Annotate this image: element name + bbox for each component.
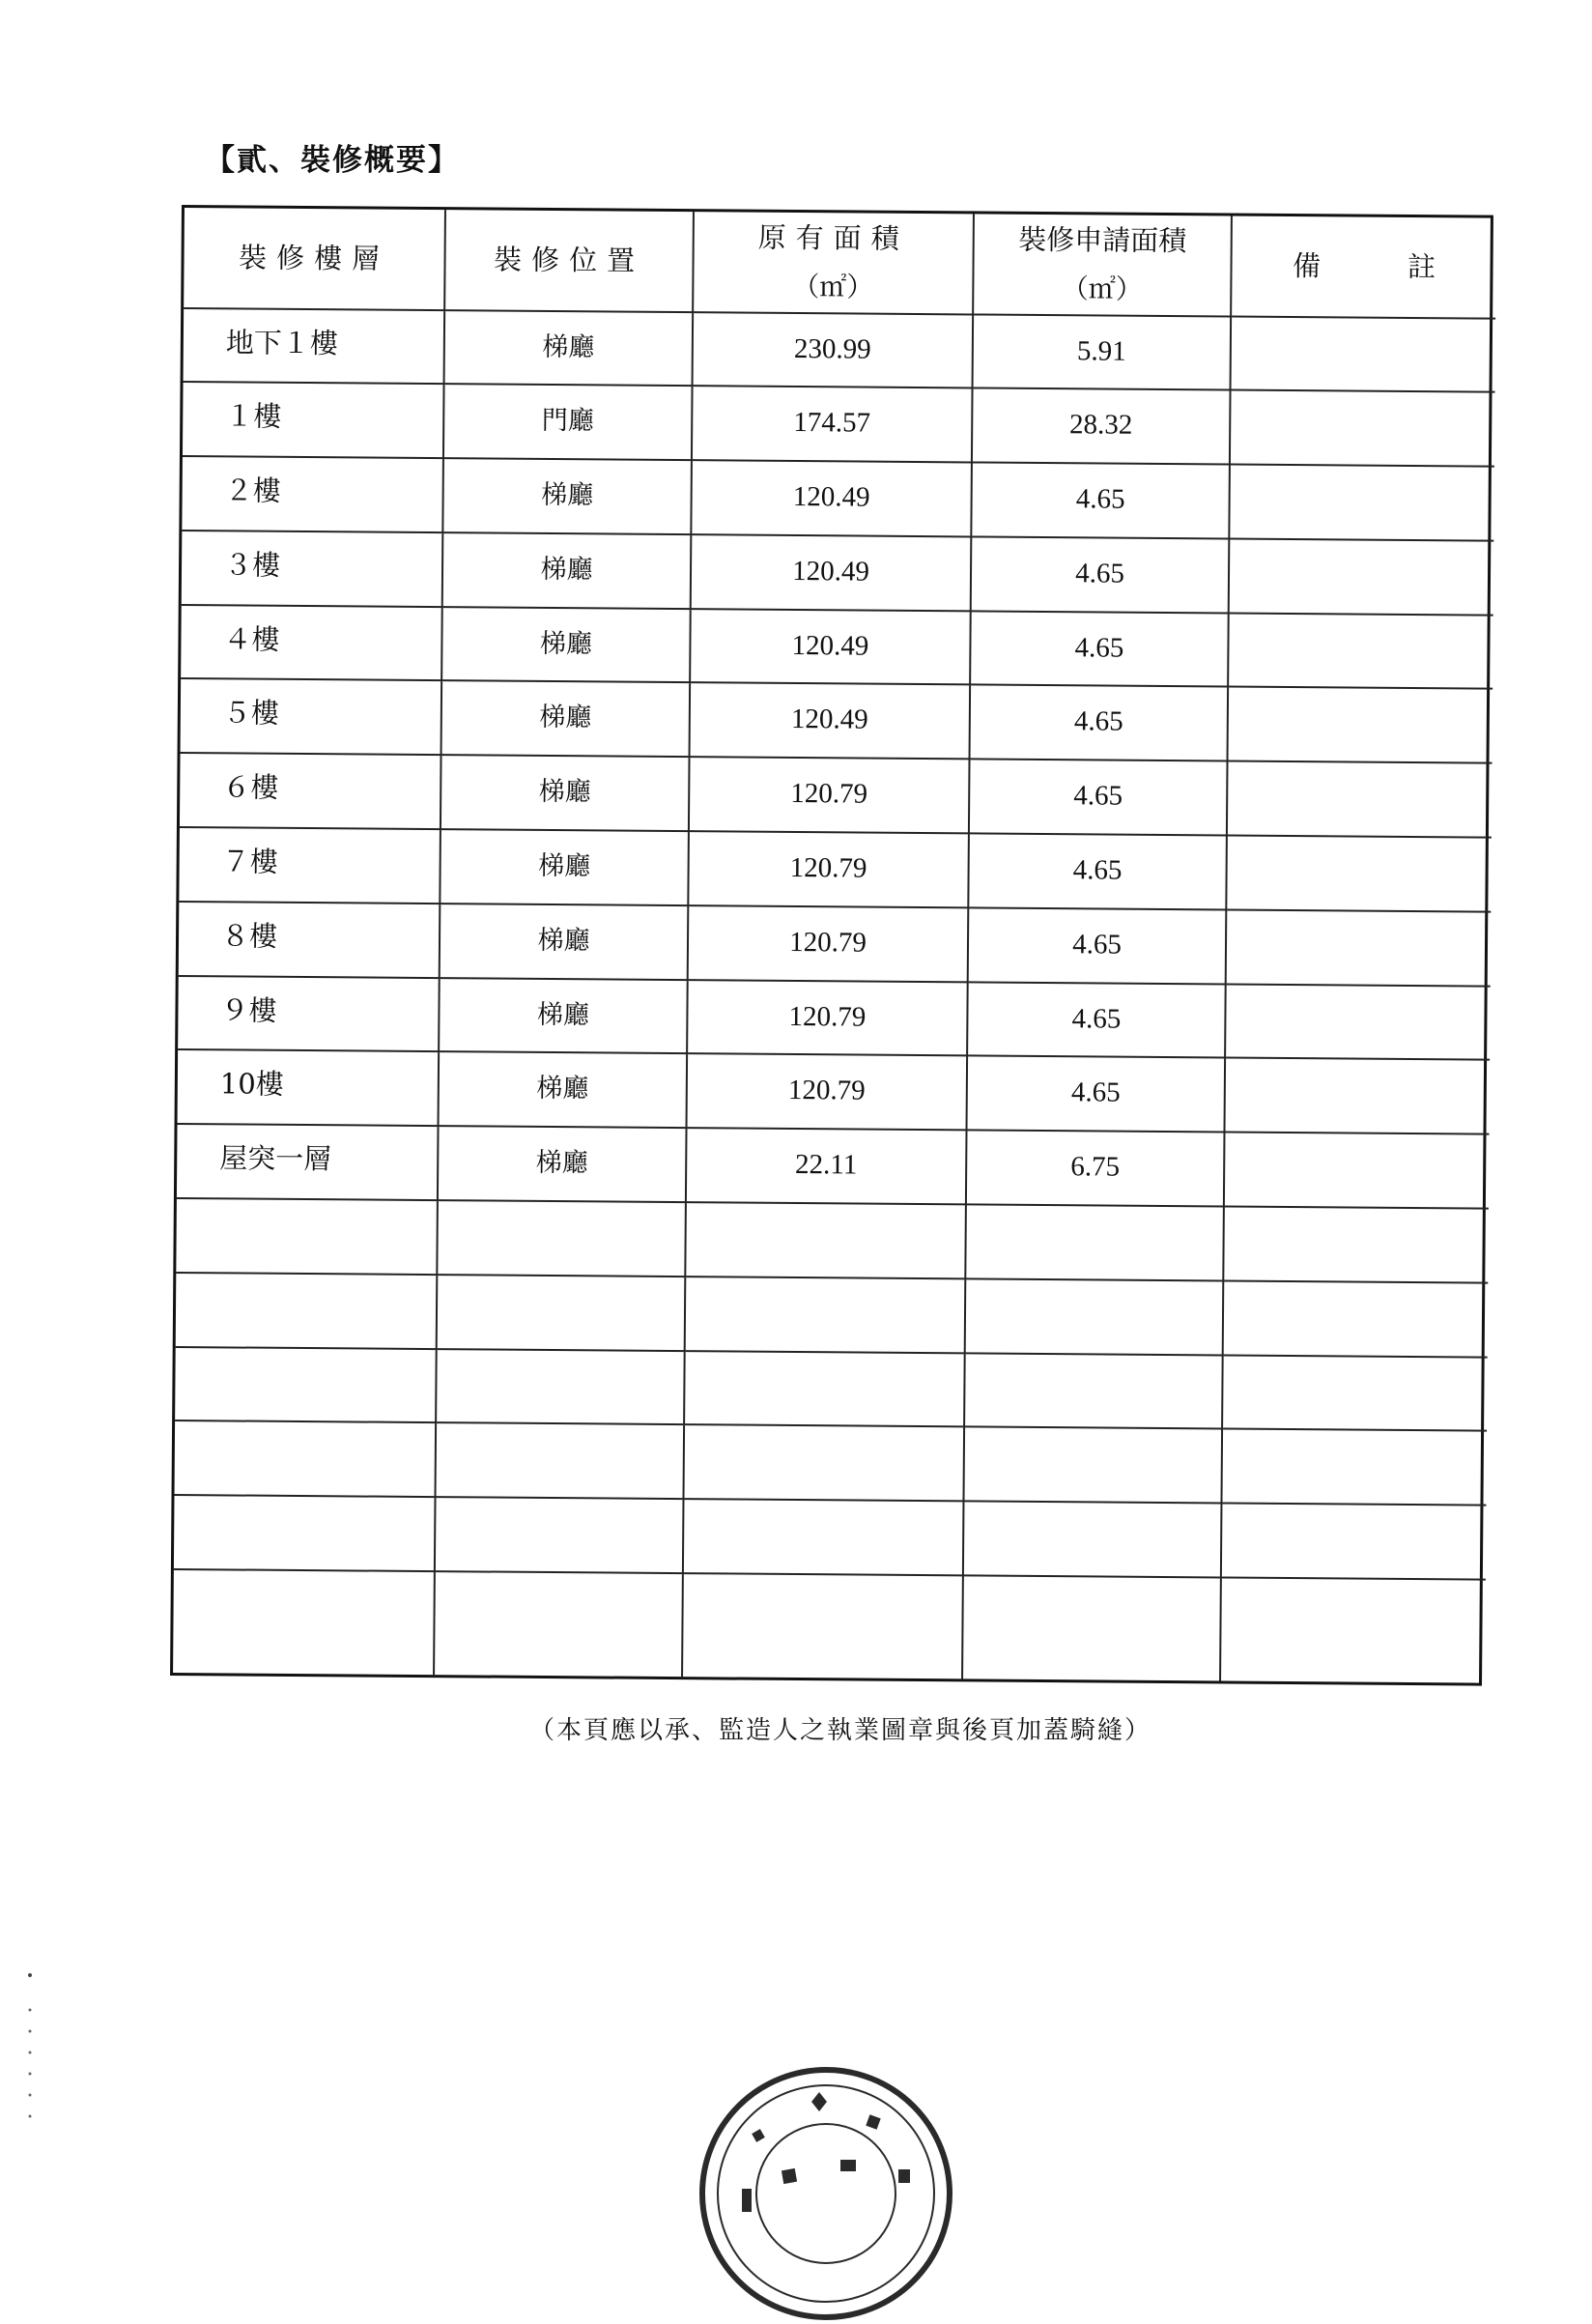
floor-cell: ８樓 xyxy=(179,902,441,978)
floor-cell: ２樓 xyxy=(182,456,443,532)
table-row xyxy=(175,1420,1488,1505)
remark-cell xyxy=(1220,1577,1486,1682)
margin-dots-decoration xyxy=(27,1971,33,2126)
position-cell: 梯廳 xyxy=(441,681,691,758)
requested-area-cell: 5.91 xyxy=(973,314,1232,390)
original-area-cell: 174.57 xyxy=(692,387,973,463)
position-cell xyxy=(437,1275,686,1351)
original-area-cell: 120.79 xyxy=(688,905,969,982)
original-area-cell: 120.49 xyxy=(690,683,971,760)
remark-cell xyxy=(1224,1058,1490,1134)
original-area-cell: 120.49 xyxy=(691,534,972,611)
header-remark-char-1: 備 xyxy=(1292,249,1322,283)
footer-note: （本頁應以承、監造人之執業圖章與後頁加蓋騎縫） xyxy=(529,1716,1152,1745)
floor-cell: ５樓 xyxy=(181,678,442,755)
original-area-cell: 120.79 xyxy=(688,831,969,907)
table-row xyxy=(181,605,1493,689)
table-row xyxy=(178,1049,1491,1133)
requested-area-cell: 4.65 xyxy=(970,611,1229,687)
position-cell xyxy=(434,1571,683,1677)
floor-cell xyxy=(174,1495,436,1571)
original-area-cell xyxy=(682,1573,963,1678)
remark-cell xyxy=(1228,687,1493,763)
header-original-area-label: 原有面積 xyxy=(757,220,909,255)
position-cell: 梯廳 xyxy=(444,310,694,387)
table-row xyxy=(182,531,1494,615)
header-row xyxy=(184,208,1496,318)
floor-cell xyxy=(173,1569,435,1675)
requested-area-cell: 4.65 xyxy=(971,536,1230,613)
remark-cell xyxy=(1225,984,1491,1060)
original-area-cell: 120.49 xyxy=(690,609,971,685)
section-title: 【貳、裝修概要】 xyxy=(205,143,460,178)
table-row xyxy=(179,827,1492,911)
position-cell: 梯廳 xyxy=(439,1052,688,1129)
requested-area-cell: 6.75 xyxy=(966,1131,1225,1207)
requested-area-cell: 4.65 xyxy=(968,907,1227,984)
position-cell xyxy=(436,1349,685,1425)
table-row xyxy=(174,1495,1487,1579)
original-area-cell: 22.11 xyxy=(686,1128,967,1204)
table-row xyxy=(182,456,1494,540)
table-row xyxy=(184,308,1496,392)
table-row xyxy=(175,1347,1488,1431)
floor-cell: 10樓 xyxy=(178,1049,440,1126)
requested-area-cell xyxy=(963,1427,1222,1504)
requested-area-cell xyxy=(963,1501,1222,1577)
remark-cell xyxy=(1221,1504,1487,1580)
position-cell: 梯廳 xyxy=(442,532,692,609)
original-area-cell: 230.99 xyxy=(693,312,974,388)
original-area-cell: 120.79 xyxy=(687,1054,968,1131)
original-area-cell xyxy=(685,1202,966,1278)
summary-table-grid xyxy=(173,208,1496,1683)
remark-cell xyxy=(1226,836,1492,912)
floor-cell: ４樓 xyxy=(181,605,442,681)
header-original-area-unit: （㎡） xyxy=(792,271,874,303)
table-row xyxy=(178,976,1491,1060)
remark-cell xyxy=(1224,1133,1490,1209)
floor-cell xyxy=(175,1347,437,1423)
remark-cell xyxy=(1229,465,1494,541)
position-cell: 梯廳 xyxy=(439,978,688,1054)
original-area-cell: 120.79 xyxy=(689,757,970,833)
requested-area-cell: 4.65 xyxy=(971,463,1230,539)
table-row xyxy=(183,382,1495,466)
renovation-summary-table xyxy=(170,205,1493,1686)
header-remark xyxy=(1231,216,1496,319)
header-requested-area-label: 裝修申請面積 xyxy=(1018,222,1187,258)
floor-cell xyxy=(175,1420,437,1497)
position-cell: 梯廳 xyxy=(438,1126,687,1202)
position-cell: 梯廳 xyxy=(442,458,692,534)
requested-area-cell: 4.65 xyxy=(968,833,1227,909)
position-cell: 梯廳 xyxy=(441,607,691,683)
requested-area-cell: 4.65 xyxy=(967,1056,1226,1133)
original-area-cell xyxy=(683,1499,964,1575)
position-cell: 梯廳 xyxy=(440,904,689,980)
original-area-cell: 120.79 xyxy=(687,980,968,1056)
remark-cell xyxy=(1222,1355,1488,1431)
requested-area-cell: 4.65 xyxy=(969,760,1228,836)
floor-cell: 地下１樓 xyxy=(184,308,445,385)
remark-cell xyxy=(1226,909,1492,986)
floor-cell: １樓 xyxy=(183,382,444,458)
header-remark-char-2: 註 xyxy=(1407,250,1436,284)
remark-cell xyxy=(1221,1429,1487,1506)
position-cell: 門廳 xyxy=(443,384,693,460)
table-row xyxy=(176,1198,1489,1282)
position-cell xyxy=(435,1497,684,1573)
position-cell xyxy=(437,1200,686,1277)
table-row xyxy=(173,1569,1486,1683)
header-requested-area-unit: （㎡） xyxy=(1061,273,1143,306)
requested-area-cell: 4.65 xyxy=(970,685,1229,761)
requested-area-cell xyxy=(964,1353,1223,1429)
original-area-cell xyxy=(684,1351,965,1427)
remark-cell xyxy=(1230,390,1495,467)
requested-area-cell xyxy=(965,1204,1224,1280)
table-row xyxy=(180,753,1492,837)
position-cell: 梯廳 xyxy=(440,829,689,905)
floor-cell xyxy=(176,1273,438,1349)
table-row xyxy=(181,678,1493,762)
requested-area-cell xyxy=(962,1575,1221,1680)
floor-cell: ６樓 xyxy=(180,753,441,829)
requested-area-cell xyxy=(965,1278,1224,1355)
table-row xyxy=(179,902,1492,986)
floor-cell: 屋突一層 xyxy=(177,1124,439,1200)
remark-cell xyxy=(1229,538,1494,615)
remark-cell xyxy=(1223,1280,1489,1357)
floor-cell xyxy=(176,1198,438,1275)
requested-area-cell: 4.65 xyxy=(967,982,1226,1058)
table-body xyxy=(173,308,1495,1683)
position-cell: 梯廳 xyxy=(441,755,690,831)
remark-cell xyxy=(1228,613,1493,689)
original-area-cell: 120.49 xyxy=(691,460,972,536)
header-position: 裝修位置 xyxy=(444,210,694,312)
original-area-cell xyxy=(683,1424,964,1501)
position-cell xyxy=(436,1422,685,1499)
remark-cell xyxy=(1223,1206,1489,1282)
header-original-area xyxy=(693,212,974,314)
requested-area-cell: 28.32 xyxy=(972,388,1231,465)
table-row xyxy=(176,1273,1489,1357)
architect-seal xyxy=(696,2063,956,2324)
header-floor: 裝修樓層 xyxy=(184,208,445,310)
remark-cell xyxy=(1231,316,1496,392)
table-row xyxy=(177,1124,1490,1208)
floor-cell: ７樓 xyxy=(179,827,441,904)
floor-cell: ３樓 xyxy=(182,531,443,607)
header-requested-area xyxy=(973,214,1232,316)
floor-cell: ９樓 xyxy=(178,976,440,1052)
remark-cell xyxy=(1227,761,1492,838)
original-area-cell xyxy=(685,1277,966,1353)
